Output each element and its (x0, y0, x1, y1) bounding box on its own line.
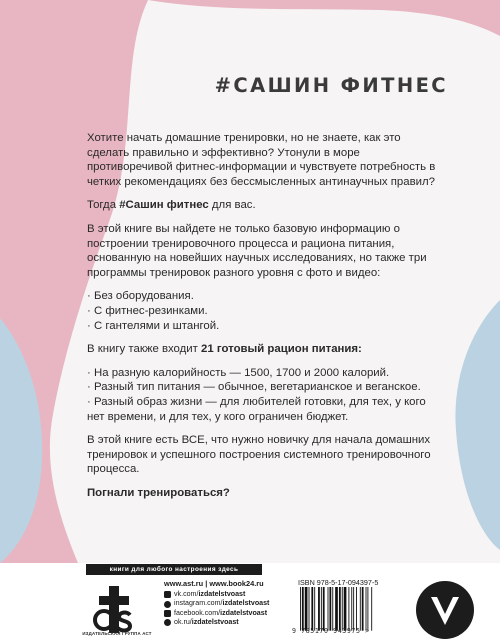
list-item: · На разную калорийность — 1500, 1700 и 2000 калорий. (87, 366, 437, 381)
social-row-vk[interactable] (164, 590, 269, 599)
barcode-bar (366, 587, 367, 631)
social-handle: izdatelstvoast (222, 599, 270, 608)
social-row-instagram[interactable] (164, 599, 269, 608)
barcode-bar (351, 587, 352, 631)
barcode-bar (353, 587, 354, 631)
facebook-icon (164, 610, 171, 617)
book-name: #Сашин фитнес (119, 199, 209, 212)
publisher-urls (164, 579, 264, 588)
barcode-bar (329, 587, 331, 631)
then-before: Тогда (87, 199, 120, 212)
social-row-ok[interactable] (164, 618, 269, 627)
programs-list (87, 289, 437, 333)
pink-shape-top (148, 0, 500, 36)
social-text: ok.ru/ (174, 618, 192, 627)
tagline-banner: книги для любого настроения здесь (86, 564, 262, 575)
barcode-bar (342, 587, 343, 631)
barcode-bar (344, 587, 347, 631)
barcode-bar (309, 587, 310, 631)
ast-logo-icon (92, 584, 136, 636)
barcode-bar (311, 587, 313, 631)
barcode-bar (362, 587, 364, 631)
v-logo-icon (414, 579, 476, 641)
barcode-bar (300, 587, 301, 631)
barcode-bar (328, 587, 329, 631)
social-text: facebook.com/ (174, 608, 221, 617)
instagram-icon (164, 601, 171, 608)
rations-before: В книгу также входит (87, 343, 202, 356)
then-paragraph (87, 198, 437, 213)
barcode-bar (302, 587, 304, 631)
social-text: instagram.com/ (174, 599, 223, 608)
url-separator: | (203, 579, 210, 588)
social-links (164, 590, 269, 628)
book24-link[interactable]: www.book24.ru (209, 579, 264, 588)
barcode-bar (321, 587, 322, 631)
barcode-bar (348, 587, 349, 631)
social-handle: izdatelstvoast (191, 618, 239, 627)
social-text: vk.com/ (174, 590, 199, 598)
barcode-bar (318, 587, 320, 631)
blue-shape-right (455, 300, 500, 550)
intro-paragraph: Хотите начать домашние тренировки, но не знаете, как это сделать правильно и эффективно? Утонули в море противоречивой фитнес-информации и чувствуете потребность в четких рекомендациях без бессмысленных антинаучных правил? (87, 132, 436, 188)
barcode-bar (323, 587, 325, 631)
publisher-caption: ИЗДАТЕЛЬСКАЯ ГРУППА АСТ (82, 631, 152, 636)
rations-paragraph (87, 342, 437, 357)
barcode-bar (360, 587, 361, 631)
social-handle: izdatelstvoast (220, 608, 268, 617)
list-item: · Разный образ жизни — для любителей готовки, для тех, у кого нет времени, и для тех, у кого ограничен бюджет. (87, 395, 437, 424)
back-cover-text (87, 131, 437, 509)
rations-list (87, 366, 437, 424)
list-item: · Без оборудования. (87, 289, 437, 304)
barcode-bar (371, 587, 372, 631)
barcode-bar (335, 587, 338, 631)
everything-paragraph: В этой книге есть ВСЕ, что нужно новичку для начала домашних тренировок и успешного построения системного тренировочного процесса. (87, 434, 431, 476)
barcode-bar (314, 587, 315, 631)
list-item: · С фитнес-резинками. (87, 304, 437, 319)
ast-link[interactable]: www.ast.ru (164, 579, 204, 588)
barcode-bar (367, 587, 368, 631)
odnoklassniki-icon (164, 619, 171, 626)
social-handle: izdatelstvoast (198, 590, 246, 598)
book-info-paragraph: В этой книге вы найдете не только базовую информацию о построении тренировочного процесса и рациона питания, основанную на новейших научных исследованиях, но также три программы тренировок разного уровня с фото и видео: (87, 222, 427, 279)
barcode-bar (356, 587, 357, 631)
page-title: #САШИН ФИТНЕС (214, 74, 448, 97)
list-item: · Разный тип питания — обычное, вегетарианское и веганское. (87, 380, 437, 395)
cta-text: Погнали тренироваться? (87, 486, 230, 499)
list-item: · С гантелями и штангой. (87, 319, 437, 334)
cta-paragraph (87, 486, 437, 501)
social-row-facebook[interactable] (164, 609, 269, 618)
then-after: для вас. (208, 199, 256, 212)
vk-icon (164, 591, 171, 598)
barcode-bar (339, 587, 341, 631)
barcode-bar (305, 587, 308, 631)
rations-count: 21 готовый рацион питания: (201, 343, 362, 356)
barcode-bar (332, 587, 333, 631)
isbn-text: ISBN 978-5-17-094397-5 (298, 578, 379, 587)
barcode-digits: 9 785170 943975 > (292, 627, 370, 635)
